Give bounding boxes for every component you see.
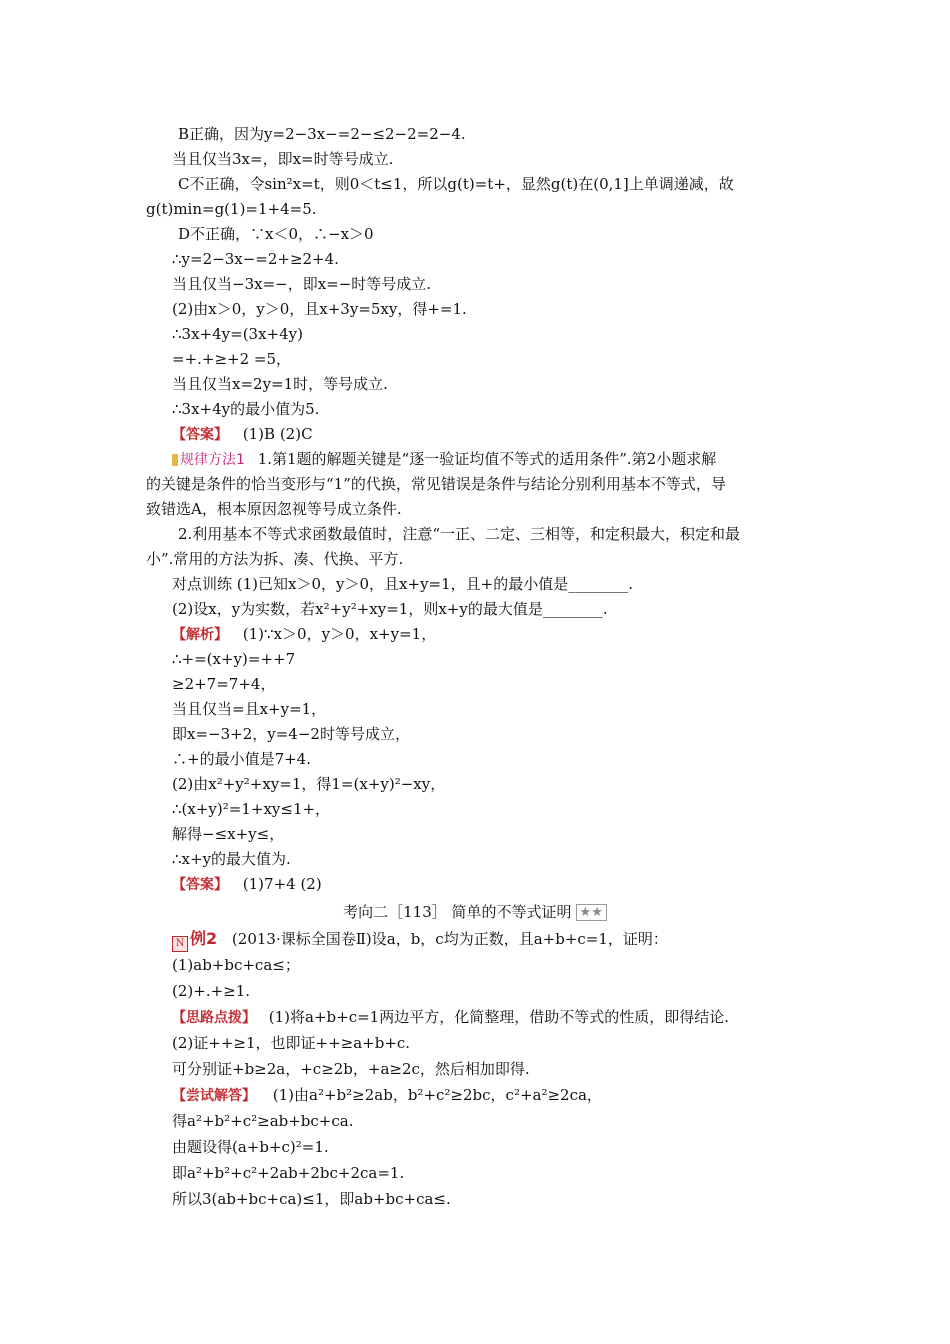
text-line: 当且仅当3x=，即x=时等号成立.	[172, 150, 394, 168]
text-line: 当且仅当−3x=−，即x=−时等号成立.	[172, 275, 432, 293]
answer-label: 【答案】	[172, 427, 228, 443]
text-line: (1)ab+bc+ca≤；	[172, 956, 300, 974]
text-line: 可分别证+b≥2a，+c≥2b，+a≥2c，然后相加即得.	[172, 1060, 530, 1078]
example-label: 例2	[190, 929, 218, 948]
text-line: (2)由x＞0，y＞0，且x+3y=5xy，得+=1.	[172, 300, 467, 318]
answer-label: 【答案】	[172, 877, 228, 893]
analysis-label: 【解析】	[172, 627, 228, 643]
text-line: ∴+的最小值是7+4.	[172, 750, 311, 768]
text-line: 解得−≤x+y≤，	[172, 825, 285, 843]
text-line: C不正确，令sin²x=t，则0＜t≤1，所以g(t)=t+，显然g(t)在(0,1]上单调递减，故	[178, 175, 734, 193]
text-line: ∴3x+4y的最小值为5.	[172, 400, 320, 418]
text-line: (2)证++≥1，也即证++≥a+b+c.	[172, 1034, 411, 1052]
text-line: 当且仅当x=2y=1时，等号成立.	[172, 375, 388, 393]
text-line: ∴3x+4y=(3x+4y)	[172, 325, 303, 343]
section-title: 考向二［113］ 简单的不等式证明	[343, 903, 572, 921]
attempt-text: (1)由a²+b²≥2ab，b²+c²≥2bc，c²+a²≥2ca，	[272, 1086, 602, 1104]
answer-text: (1)B (2)C	[242, 425, 313, 443]
text-line: 小”.常用的方法为拆、凑、代换、平方.	[146, 550, 404, 568]
text-line: =+.+≥+2 =5，	[172, 350, 292, 368]
idea-line	[172, 1007, 729, 1027]
text-line: 当且仅当=且x+y=1，	[172, 700, 327, 718]
idea-label: 【思路点拨】	[172, 1010, 256, 1026]
text-line: 的关键是条件的恰当变形与“1”的代换，常见错误是条件与结论分别利用基本不等式，导	[146, 475, 726, 493]
text-line: 对点训练 (1)已知x＞0，y＞0，且x+y=1，且+的最小值是________.	[172, 575, 633, 593]
text-line: g(t)min=g(1)=1+4=5.	[146, 200, 317, 218]
text-line: 即a²+b²+c²+2ab+2bc+2ca=1.	[172, 1164, 405, 1182]
text-line: ∴x+y的最大值为.	[172, 850, 291, 868]
idea-text: (1)将a+b+c=1两边平方，化简整理，借助不等式的性质，即得结论.	[268, 1008, 729, 1026]
rule-text: 1.第1题的解题关键是“逐一验证均值不等式的适用条件”.第2小题求解	[257, 450, 717, 468]
answer-text: (1)7+4 (2)	[242, 875, 322, 893]
answer-line	[172, 874, 322, 894]
text-line: 致错选A，根本原因忽视等号成立条件.	[146, 500, 402, 518]
text-line: D不正确，∵x＜0，∴−x＞0	[178, 225, 374, 243]
example-icon: N	[172, 936, 188, 952]
text-line: (2)设x，y为实数，若x²+y²+xy=1，则x+y的最大值是________.	[172, 600, 608, 618]
text-line: 所以3(ab+bc+ca)≤1，即ab+bc+ca≤.	[172, 1190, 451, 1208]
text-line: ∴+=(x+y)=++7	[172, 650, 296, 668]
difficulty-stars: ★★	[576, 904, 607, 921]
rule-label: 规律方法1	[180, 452, 245, 468]
text-line: 2.利用基本不等式求函数最值时，注意“一正、二定、三相等，和定积最大，积定和最	[178, 525, 740, 543]
text-line: 即x=−3+2，y=4−2时等号成立，	[172, 725, 410, 743]
example-text: (2013·课标全国卷Ⅱ)设a，b，c均为正数，且a+b+c=1，证明：	[231, 930, 668, 948]
attempt-line	[172, 1085, 602, 1105]
attempt-label: 【尝试解答】	[172, 1088, 256, 1104]
section-heading	[0, 902, 950, 922]
text-line: 由题设得(a+b+c)²=1.	[172, 1138, 329, 1156]
text-line: ∴y=2−3x−=2+≥2+4.	[172, 250, 339, 268]
text-line: (2)由x²+y²+xy=1，得1=(x+y)²−xy，	[172, 775, 446, 793]
rule-icon	[172, 454, 178, 466]
example-line	[172, 929, 668, 949]
text-line: 得a²+b²+c²≥ab+bc+ca.	[172, 1112, 354, 1130]
text-line: B正确，因为y=2−3x−=2−≤2−2=2−4.	[178, 125, 466, 143]
text-line: (2)+.+≥1.	[172, 982, 251, 1000]
text-line: ∴(x+y)²=1+xy≤1+，	[172, 800, 331, 818]
answer-line	[172, 424, 313, 444]
rule-line	[172, 449, 716, 469]
analysis-text: (1)∵x＞0，y＞0，x+y=1，	[242, 625, 437, 643]
text-line: ≥2+7=7+4，	[172, 675, 276, 693]
analysis-line	[172, 624, 436, 644]
